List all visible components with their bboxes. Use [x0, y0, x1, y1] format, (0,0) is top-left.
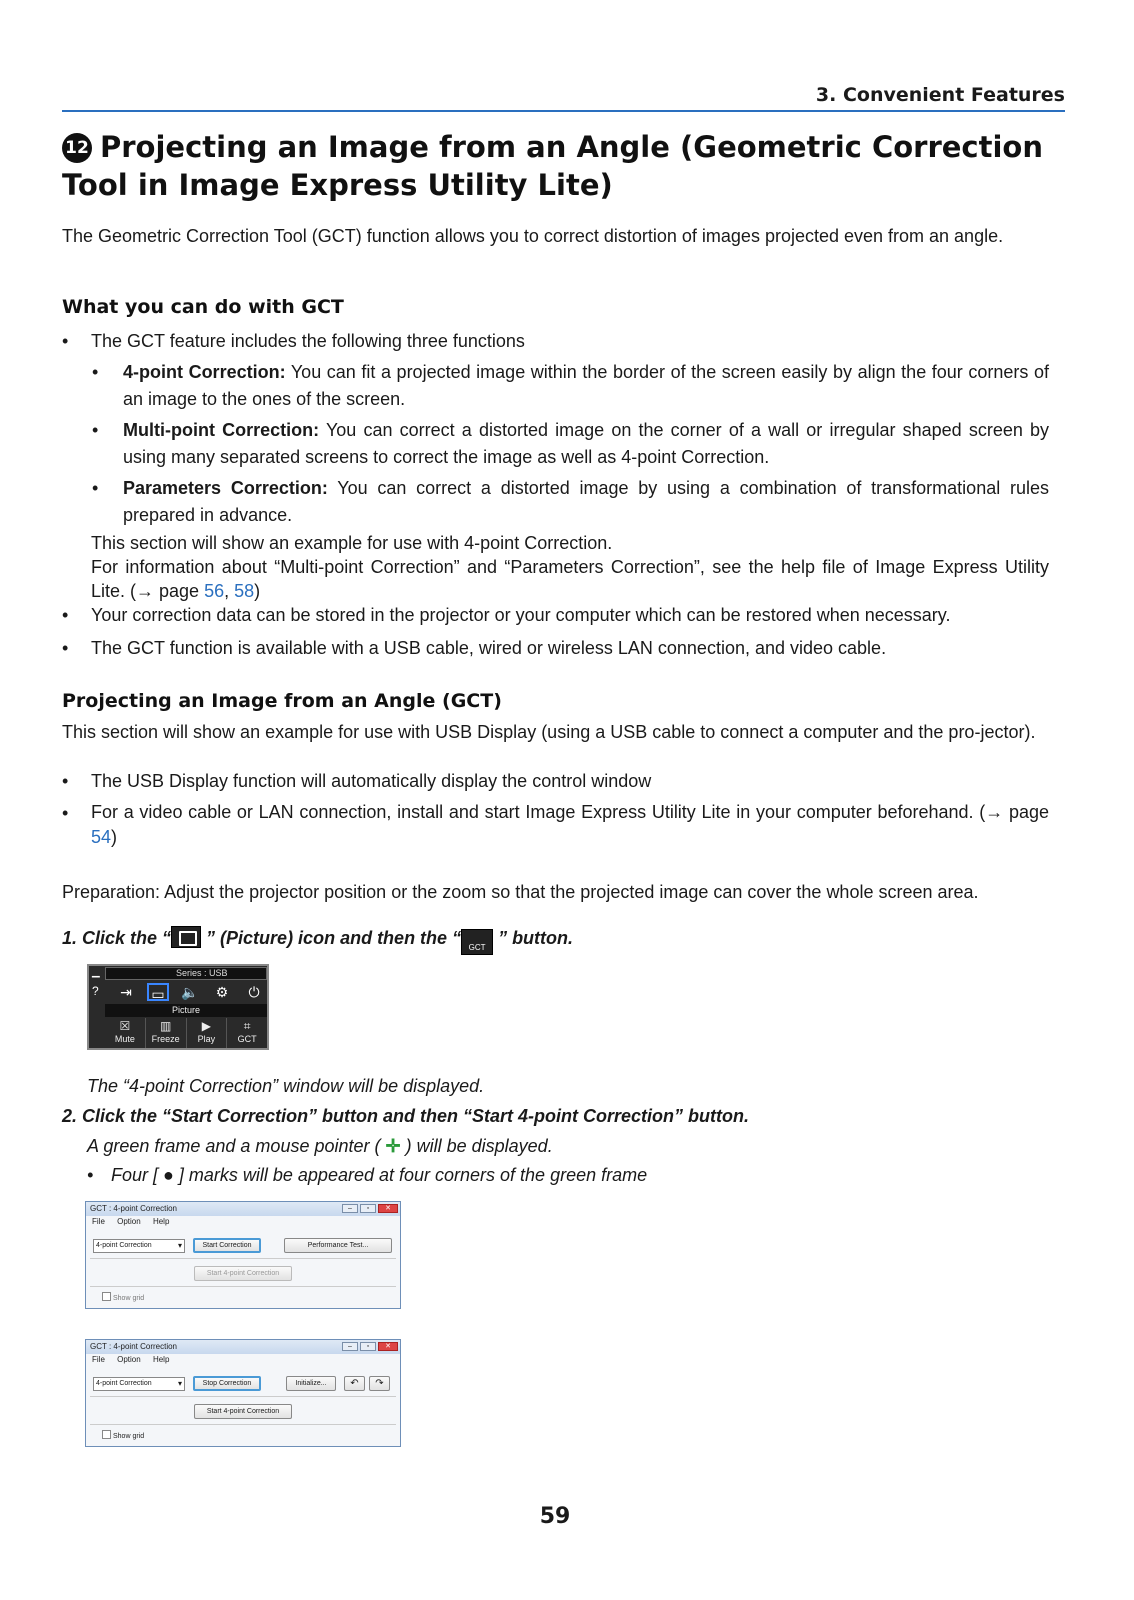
play-icon: ▶	[201, 1019, 211, 1033]
term-4-point: 4-point Correction:	[123, 362, 286, 382]
start-4-point-button[interactable]: Start 4-point Correction	[194, 1266, 292, 1281]
play-label: Play	[197, 1034, 216, 1044]
menu-option[interactable]: Option	[117, 1355, 141, 1364]
term-description: You can fit a projected image within the border of the screen easily by align the four corners of an image to the ones of the screen.	[123, 362, 1049, 409]
page-title	[62, 128, 1065, 204]
start-4-point-button[interactable]: Start 4-point Correction	[194, 1404, 292, 1419]
control-window	[87, 964, 269, 1050]
close-button[interactable]: ✕	[378, 1342, 398, 1351]
picture-icon[interactable]: ▭	[147, 983, 169, 1001]
performance-test-button[interactable]: Performance Test...	[284, 1238, 392, 1253]
control-icon-row	[115, 983, 265, 1003]
play-button[interactable]	[187, 1018, 228, 1048]
step-2-result-a: A green frame and a mouse pointer (	[87, 1136, 381, 1156]
heading-projecting: Projecting an Image from an Angle (GCT)	[62, 690, 502, 712]
intro-paragraph: The Geometric Correction Tool (GCT) function allows you to correct distortion of images projected even from an angle.	[62, 226, 1004, 246]
window-title-bar	[86, 1202, 400, 1216]
title-line-1: Projecting an Image from an Angle (Geometric Correction	[100, 130, 1043, 164]
divider	[90, 1286, 396, 1287]
bullet-text: The GCT function is available with a USB cable, wired or wireless LAN connection, and video cable.	[91, 638, 887, 658]
maximize-button[interactable]: ▫	[360, 1204, 376, 1213]
list-item	[92, 475, 1049, 529]
bullet-text-end: )	[111, 827, 118, 847]
freeze-label: Freeze	[151, 1034, 180, 1044]
gct-window-start	[85, 1201, 401, 1309]
menu-bar	[86, 1216, 400, 1228]
term-multi-point: Multi-point Correction:	[123, 420, 320, 440]
bullet-text: Your correction data can be stored in the projector or your computer which can be restored when necessary.	[91, 605, 951, 625]
freeze-button[interactable]	[146, 1018, 187, 1048]
menu-option[interactable]: Option	[117, 1217, 141, 1226]
mute-button[interactable]	[105, 1018, 146, 1048]
show-grid-checkbox[interactable]: Show grid	[102, 1430, 144, 1440]
section-header: 3. Convenient Features	[62, 84, 1065, 112]
crosshair-pointer-icon: ✛	[385, 1136, 401, 1156]
gct-button[interactable]	[227, 1018, 267, 1048]
settings-icon[interactable]: ⚙	[215, 984, 229, 1000]
series-dropdown[interactable]: Series : USB	[105, 967, 267, 980]
bullet-icon: •	[62, 331, 69, 351]
note-paragraph	[91, 555, 1049, 603]
bullet-icon: •	[87, 1165, 94, 1185]
divider	[90, 1258, 396, 1259]
help-icon[interactable]: ?	[92, 984, 99, 998]
minimize-button[interactable]: –	[342, 1342, 358, 1351]
list-item	[92, 417, 1049, 471]
picture-label: Picture	[105, 1004, 267, 1017]
menu-help[interactable]: Help	[152, 1355, 170, 1364]
bullet-icon: •	[62, 638, 69, 658]
list-item	[92, 359, 1049, 413]
bullet-icon: •	[92, 478, 99, 498]
gct-window-stop	[85, 1339, 401, 1447]
note-text-end: )	[254, 581, 261, 601]
gct-icon: GCT	[461, 929, 493, 955]
initialize-button[interactable]: Initialize...	[286, 1376, 336, 1391]
picture-button-row	[105, 1018, 267, 1048]
maximize-button[interactable]: ▫	[360, 1342, 376, 1351]
redo-icon[interactable]: ↷	[369, 1376, 390, 1391]
window-title: GCT : 4-point Correction	[90, 1342, 177, 1351]
step-2: 2. Click the “Start Correction” button and then “Start 4-point Correction” button.	[62, 1106, 750, 1126]
divider	[90, 1396, 396, 1397]
preparation-note: Preparation: Adjust the projector position or the zoom so that the projected image can cover the whole screen area.	[62, 882, 979, 902]
gct-label: GCT	[237, 1034, 257, 1044]
step-2-result	[87, 1134, 987, 1158]
bullet-text	[91, 800, 1049, 850]
bullet-text: The USB Display function will automatically display the control window	[91, 771, 652, 791]
bullet-text: The GCT feature includes the following three functions	[91, 331, 525, 351]
bullet-text: Four [ ● ] marks will be appeared at four corners of the green frame	[111, 1165, 648, 1185]
bullet-text-body: For a video cable or LAN connection, install and start Image Express Utility Lite in your computer beforehand. (→ page	[91, 802, 1049, 822]
term-description: You can correct a distorted image on the corner of a wall or irregular shaped screen by using many separated screens to correct the image as well as 4-point Correction.	[123, 420, 1050, 467]
step-1-result: The “4-point Correction” window will be displayed.	[87, 1076, 485, 1096]
note-text: For information about “Multi-point Correction” and “Parameters Correction”, see the help file of Image Express Utility Lite. (→ page	[91, 557, 1049, 601]
menu-bar	[86, 1354, 400, 1366]
minimize-icon[interactable]: ▁	[92, 967, 100, 978]
source-icon[interactable]: ⇥	[120, 984, 132, 1000]
gct-icon: ⌗	[243, 1019, 251, 1033]
bullet-text	[123, 359, 1049, 413]
projecting-intro: This section will show an example for use with USB Display (using a USB cable to connect a computer and the pro-jector).	[62, 722, 1036, 742]
stop-correction-button[interactable]: Stop Correction	[193, 1376, 261, 1391]
heading-what-you-can-do: What you can do with GCT	[62, 296, 344, 318]
link-separator: ,	[224, 581, 235, 601]
undo-icon[interactable]: ↶	[344, 1376, 365, 1391]
bullet-icon: •	[62, 605, 69, 625]
close-button[interactable]: ✕	[378, 1204, 398, 1213]
page-link-54[interactable]: 54	[91, 827, 112, 847]
freeze-icon: ▥	[159, 1019, 172, 1033]
menu-file[interactable]: File	[92, 1217, 105, 1226]
picture-icon	[171, 926, 201, 948]
volume-icon[interactable]: 🔈	[181, 984, 199, 1000]
mute-label: Mute	[114, 1034, 135, 1044]
bullet-text	[123, 475, 1049, 529]
note-paragraph: This section will show an example for use with 4-point Correction.	[91, 533, 613, 553]
page-number: 59	[539, 1504, 571, 1529]
start-correction-button[interactable]: Start Correction	[193, 1238, 261, 1253]
show-grid-checkbox[interactable]: Show grid	[102, 1292, 144, 1302]
power-icon[interactable]: ⏻	[248, 984, 260, 1000]
window-title-bar	[86, 1340, 400, 1354]
step-2-result-b: ) will be displayed.	[405, 1136, 553, 1156]
step-1	[62, 926, 1062, 955]
bullet-icon: •	[62, 803, 69, 823]
page-link-58[interactable]: 58	[234, 581, 255, 601]
term-description: You can correct a distorted image by using a combination of transformational rules prepared in advance.	[123, 478, 1049, 525]
title-line-2: Tool in Image Express Utility Lite)	[62, 168, 613, 202]
minimize-button[interactable]: –	[342, 1204, 358, 1213]
divider	[90, 1424, 396, 1425]
correction-mode-select[interactable]: 4-point Correction ▾	[93, 1377, 185, 1391]
bullet-text	[123, 417, 1049, 471]
menu-file[interactable]: File	[92, 1355, 105, 1364]
menu-help[interactable]: Help	[152, 1217, 170, 1226]
term-parameters: Parameters Correction:	[123, 478, 328, 498]
list-item	[62, 800, 1052, 854]
page-link-56[interactable]: 56	[204, 581, 225, 601]
section-number-badge: 12	[62, 133, 92, 163]
mute-icon: ☒	[119, 1019, 131, 1033]
bullet-icon: •	[92, 420, 99, 440]
bullet-icon: •	[62, 771, 69, 791]
correction-mode-select[interactable]: 4-point Correction ▾	[93, 1239, 185, 1253]
step-1-text-c: ” button.	[493, 928, 574, 948]
window-title: GCT : 4-point Correction	[90, 1204, 177, 1213]
bullet-icon: •	[92, 362, 99, 382]
step-1-text-a: 1. Click the “	[62, 928, 172, 948]
step-1-text-b: ” (Picture) icon and then the “	[201, 928, 462, 948]
